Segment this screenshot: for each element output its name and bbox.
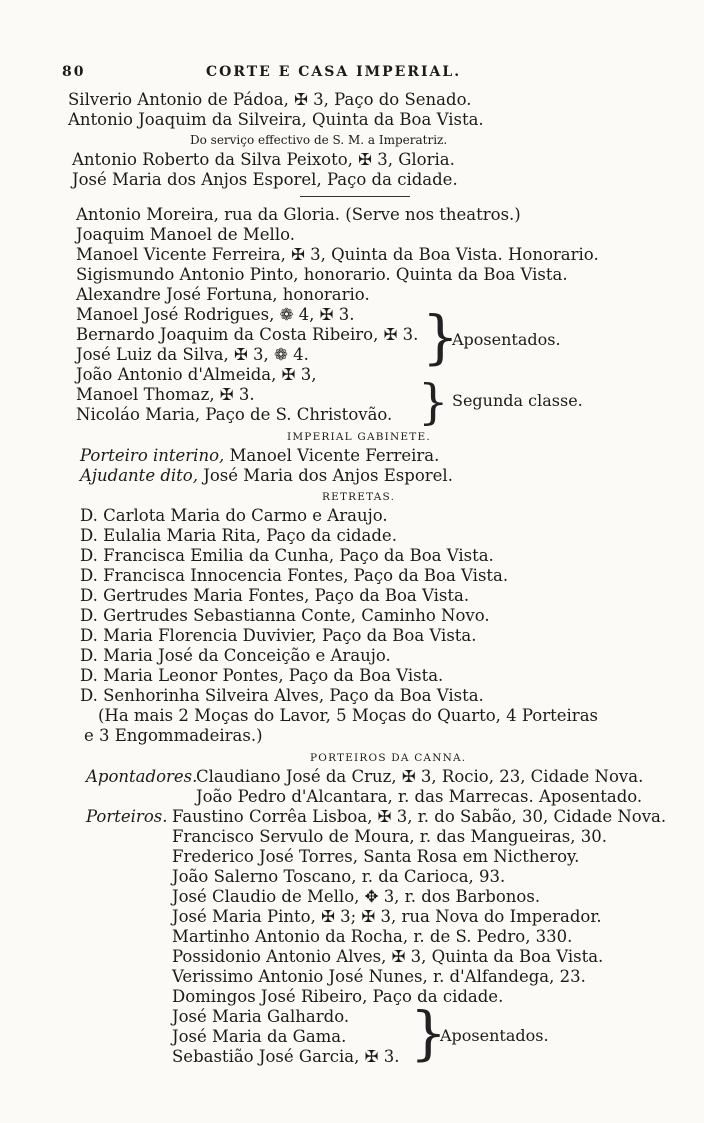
- list-item: José Claudio de Mello, ✥ 3, r. dos Barbonos.: [172, 887, 541, 906]
- entry-line: Antonio Joaquim da Silveira, Quinta da Boa Vista.: [68, 110, 484, 129]
- list-item: João Salerno Toscano, r. da Carioca, 93.: [172, 867, 506, 886]
- list-item: José Maria Galhardo.: [172, 1007, 350, 1026]
- entry-line: Manoel Thomaz, ✠ 3.: [76, 385, 255, 404]
- entry-line: Manoel José Rodrigues, ❁ 4, ✠ 3.: [76, 305, 355, 324]
- list-item: D. Gertrudes Sebastianna Conte, Caminho Novo.: [80, 606, 490, 625]
- list-item: D. Francisca Innocencia Fontes, Paço da Boa Vista.: [80, 566, 509, 585]
- list-item: D. Francisca Emilia da Cunha, Paço da Boa Vista.: [80, 546, 494, 565]
- list-item: Sebastião José Garcia, ✠ 3.: [172, 1047, 400, 1066]
- list-item: D. Carlota Maria do Carmo e Araujo.: [80, 506, 388, 525]
- entry-line: Silverio Antonio de Pádoa, ✠ 3, Paço do Senado.: [68, 90, 472, 109]
- entry-line: José Luiz da Silva, ✠ 3, ❁ 4.: [76, 345, 309, 364]
- brace-segunda-classe: }: [418, 374, 449, 430]
- brace-aposentados-canna: }: [410, 999, 447, 1067]
- brace-aposentados: }: [422, 303, 459, 371]
- section-subheading: Do serviço effectivo de S. M. a Imperatriz.: [190, 133, 448, 147]
- role-label: Porteiro interino,: [80, 446, 225, 465]
- entry-line: João Antonio d'Almeida, ✠ 3,: [76, 365, 317, 384]
- list-item: Martinho Antonio da Rocha, r. de S. Pedro, 330.: [172, 927, 573, 946]
- entry-line: Joaquim Manoel de Mello.: [76, 225, 295, 244]
- list-item: D. Maria José da Conceição e Araujo.: [80, 646, 391, 665]
- role-label: Apontadores.: [86, 767, 198, 786]
- section-divider: [300, 196, 410, 197]
- list-item: Possidonio Antonio Alves, ✠ 3, Quinta da Boa Vista.: [172, 947, 604, 966]
- person-name: José Maria dos Anjos Esporel.: [203, 466, 453, 485]
- gabinete-row: [80, 446, 439, 466]
- section-heading-gabinete: IMPERIAL GABINETE.: [287, 431, 431, 443]
- role-label: Porteiros.: [86, 807, 168, 826]
- list-item: D. Eulalia Maria Rita, Paço da cidade.: [80, 526, 397, 545]
- entry-line: Sigismundo Antonio Pinto, honorario. Quinta da Boa Vista.: [76, 265, 568, 284]
- list-item: José Maria da Gama.: [172, 1027, 347, 1046]
- list-item: Faustino Corrêa Lisboa, ✠ 3, r. do Sabão, 30, Cidade Nova.: [172, 807, 667, 826]
- entry-line: Antonio Roberto da Silva Peixoto, ✠ 3, Gloria.: [72, 150, 455, 169]
- list-item: João Pedro d'Alcantara, r. das Marrecas. Aposentado.: [196, 787, 643, 806]
- entry-line: Alexandre José Fortuna, honorario.: [76, 285, 370, 304]
- list-item: Domingos José Ribeiro, Paço da cidade.: [172, 987, 504, 1006]
- brace-label-aposentados: Aposentados.: [452, 330, 561, 349]
- list-item: D. Gertrudes Maria Fontes, Paço da Boa Vista.: [80, 586, 470, 605]
- brace-label-segunda-classe: Segunda classe.: [452, 391, 583, 410]
- list-item: D. Maria Florencia Duvivier, Paço da Boa Vista.: [80, 626, 477, 645]
- page-title: CORTE E CASA IMPERIAL.: [206, 64, 462, 80]
- retretas-note: e 3 Engommadeiras.): [84, 726, 263, 745]
- list-item: Francisco Servulo de Moura, r. das Mangueiras, 30.: [172, 827, 607, 846]
- brace-label-aposentados-canna: Aposentados.: [440, 1026, 549, 1045]
- list-item: Verissimo Antonio José Nunes, r. d'Alfandega, 23.: [172, 967, 586, 986]
- entry-line: Nicoláo Maria, Paço de S. Christovão.: [76, 405, 393, 424]
- role-label: Ajudante dito,: [80, 466, 198, 485]
- entry-line: José Maria dos Anjos Esporel, Paço da cidade.: [72, 170, 458, 189]
- section-heading-retretas: RETRETAS.: [322, 491, 396, 503]
- list-item: D. Maria Leonor Pontes, Paço da Boa Vista.: [80, 666, 444, 685]
- retretas-note: (Ha mais 2 Moças do Lavor, 5 Moças do Quarto, 4 Porteiras: [98, 706, 598, 725]
- list-item: José Maria Pinto, ✠ 3; ✠ 3, rua Nova do Imperador.: [172, 907, 602, 926]
- list-item: Frederico José Torres, Santa Rosa em Nictheroy.: [172, 847, 580, 866]
- section-heading-canna: PORTEIROS DA CANNA.: [310, 752, 467, 764]
- gabinete-row: [80, 466, 453, 486]
- page-number: 80: [62, 64, 86, 80]
- entry-line: Antonio Moreira, rua da Gloria. (Serve nos theatros.): [76, 205, 521, 224]
- entry-line: Manoel Vicente Ferreira, ✠ 3, Quinta da Boa Vista. Honorario.: [76, 245, 599, 264]
- list-item: D. Senhorinha Silveira Alves, Paço da Boa Vista.: [80, 686, 484, 705]
- list-item: Claudiano José da Cruz, ✠ 3, Rocio, 23, Cidade Nova.: [196, 767, 644, 786]
- entry-line: Bernardo Joaquim da Costa Ribeiro, ✠ 3.: [76, 325, 419, 344]
- person-name: Manoel Vicente Ferreira.: [229, 446, 440, 465]
